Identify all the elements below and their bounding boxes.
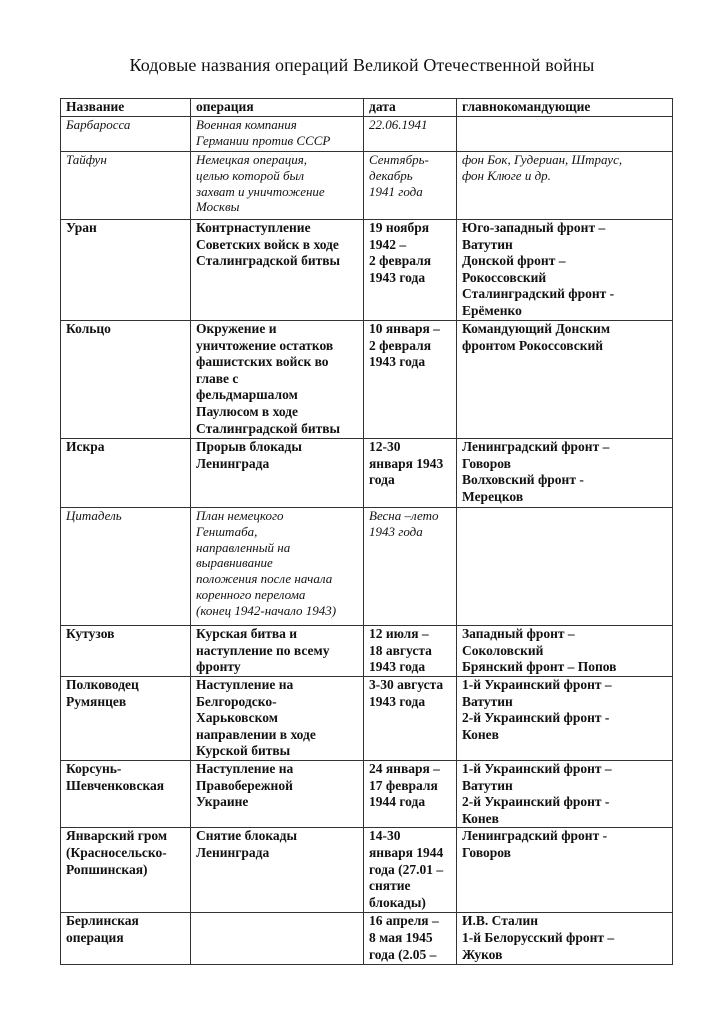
cell-commanders: И.В. Сталин 1-й Белорусский фронт – Жуков — [457, 913, 673, 965]
cell-operation: Снятие блокады Ленинграда — [191, 828, 364, 913]
cell-date: 19 ноября 1942 – 2 февраля 1943 года — [364, 220, 457, 321]
cell-operation: Прорыв блокады Ленинграда — [191, 439, 364, 508]
cell-date: Весна –лето 1943 года — [364, 508, 457, 626]
cell-name: Берлинская операция — [61, 913, 191, 965]
cell-commanders: 1-й Украинский фронт – Ватутин 2-й Украинский фронт - Конев — [457, 677, 673, 761]
cell-commanders: Западный фронт – Соколовский Брянский фронт – Попов — [457, 626, 673, 677]
cell-commanders — [457, 508, 673, 626]
cell-operation — [191, 913, 364, 965]
cell-name: Тайфун — [61, 152, 191, 220]
cell-commanders — [457, 117, 673, 152]
cell-commanders: фон Бок, Гудериан, Штраус, фон Клюге и др. — [457, 152, 673, 220]
cell-name: Январский гром (Красносельско- Ропшинская) — [61, 828, 191, 913]
cell-operation: Военная компания Германии против СССР — [191, 117, 364, 152]
operations-table — [60, 98, 673, 965]
cell-date: 12 июля – 18 августа 1943 года — [364, 626, 457, 677]
table-row — [61, 761, 673, 828]
cell-operation: Наступление на Правобережной Украине — [191, 761, 364, 828]
cell-commanders: Командующий Донским фронтом Рокоссовский — [457, 321, 673, 439]
cell-operation: Наступление на Белгородско- Харьковском направлении в ходе Курской битвы — [191, 677, 364, 761]
table-header-row — [61, 99, 673, 117]
cell-date: 12-30 января 1943 года — [364, 439, 457, 508]
cell-date: 10 января – 2 февраля 1943 года — [364, 321, 457, 439]
cell-operation: Курская битва и наступление по всему фронту — [191, 626, 364, 677]
cell-date: 3-30 августа 1943 года — [364, 677, 457, 761]
cell-name: Искра — [61, 439, 191, 508]
table-row — [61, 321, 673, 439]
cell-commanders: Ленинградский фронт - Говоров — [457, 828, 673, 913]
cell-date: 24 января – 17 февраля 1944 года — [364, 761, 457, 828]
cell-operation: Окружение и уничтожение остатков фашистских войск во главе с фельдмаршалом Паулюсом в ходе Сталинградской битвы — [191, 321, 364, 439]
table-row — [61, 220, 673, 321]
cell-operation: План немецкого Генштаба, направленный на выравнивание положения после начала коренного перелома (конец 1942-начало 1943) — [191, 508, 364, 626]
cell-commanders: 1-й Украинский фронт – Ватутин 2-й Украинский фронт - Конев — [457, 761, 673, 828]
cell-name: Кутузов — [61, 626, 191, 677]
cell-date: Сентябрь- декабрь 1941 года — [364, 152, 457, 220]
table-row — [61, 677, 673, 761]
cell-date: 14-30 января 1944 года (27.01 – снятие блокады) — [364, 828, 457, 913]
cell-commanders: Юго-западный фронт – Ватутин Донской фронт – Рокоссовский Сталинградский фронт - Ерёменко — [457, 220, 673, 321]
cell-name: Кольцо — [61, 321, 191, 439]
table-row — [61, 508, 673, 626]
table-row — [61, 913, 673, 965]
page-title: Кодовые названия операций Великой Отечественной войны — [129, 55, 595, 75]
header-operation: операция — [191, 99, 364, 117]
header-name: Название — [61, 99, 191, 117]
cell-name: Полководец Румянцев — [61, 677, 191, 761]
header-date: дата — [364, 99, 457, 117]
cell-date: 22.06.1941 — [364, 117, 457, 152]
cell-operation: Контрнаступление Советских войск в ходе Сталинградской битвы — [191, 220, 364, 321]
table-row — [61, 117, 673, 152]
table-row — [61, 626, 673, 677]
table-row — [61, 439, 673, 508]
cell-date: 16 апреля – 8 мая 1945 года (2.05 – — [364, 913, 457, 965]
cell-name: Цитадель — [61, 508, 191, 626]
table-row — [61, 828, 673, 913]
cell-commanders: Ленинградский фронт – Говоров Волховский фронт - Мерецков — [457, 439, 673, 508]
cell-name: Уран — [61, 220, 191, 321]
table-row — [61, 152, 673, 220]
cell-name: Барбаросса — [61, 117, 191, 152]
cell-operation: Немецкая операция, целью которой был захват и уничтожение Москвы — [191, 152, 364, 220]
cell-name: Корсунь- Шевченковская — [61, 761, 191, 828]
header-commanders: главнокомандующие — [457, 99, 673, 117]
